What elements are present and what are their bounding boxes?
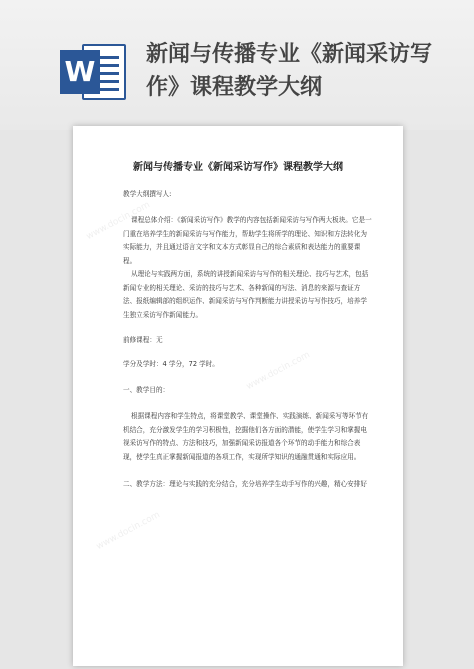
document-page — [73, 126, 403, 666]
section-heading-method: 二、教学方法：理论与实践的充分结合，充分培养学生动手写作的兴趣，精心安排好 — [123, 480, 367, 488]
section-heading-purpose: 一、教学目的： — [123, 386, 170, 394]
watermark: www.docin.com — [84, 200, 152, 242]
theory-paragraph: 从理论与实践两方面，系统的讲授新闻采访与写作的相关理论、技巧与艺术，包括新闻专业的相关理论、采访的技巧与艺术、各种新闻的写法、消息的来源与查证方法、报纸编辑部的组织运作、新闻采访与写作判断能力讲授采访与写作技巧，培养学生独立采访写作新闻能力。 — [123, 270, 369, 319]
watermark: www.docin.com — [94, 510, 162, 552]
word-badge-letter: W — [60, 50, 100, 94]
top-banner — [0, 0, 474, 130]
purpose-paragraph: 根据课程内容和学生特点，将课堂教学、课堂操作、实践演练、新闻采写等环节有机结合，充分激发学生的学习积极性，挖掘他们各方面的潜能，使学生学习和掌握电视采访写作的特点、方法和技巧，加强新闻采访报道各个环节的动手能力和综合表现，使学生真正掌握新闻报道的各项工作，实现所学知识的通融贯通和实际应用。 — [123, 412, 369, 461]
watermark: www.docin.com — [244, 350, 312, 392]
page-title: 新闻与传播专业《新闻采访写作》课程教学大纲 — [133, 162, 343, 173]
document-heading: 新闻与传播专业《新闻采访写作》课程教学大纲 — [146, 42, 433, 100]
overview-paragraph: 课程总体介绍：《新闻采访写作》教学的内容包括新闻采访与写作两大板块。它是一门重在培养学生的新闻采访与写作能力，帮助学生将所学的理论、知识和方法转化为实际能力，并且通过语言文字和文本方式彰显自己的综合素质和表达能力的重要课程。 — [123, 216, 372, 265]
word-document-icon — [60, 40, 128, 104]
credit-hours-line: 学分及学时：4 学分，72 学时。 — [123, 360, 219, 368]
author-line: 教学大纲撰写人: — [123, 190, 172, 198]
prerequisite-line: 前修课程：无 — [123, 336, 163, 344]
